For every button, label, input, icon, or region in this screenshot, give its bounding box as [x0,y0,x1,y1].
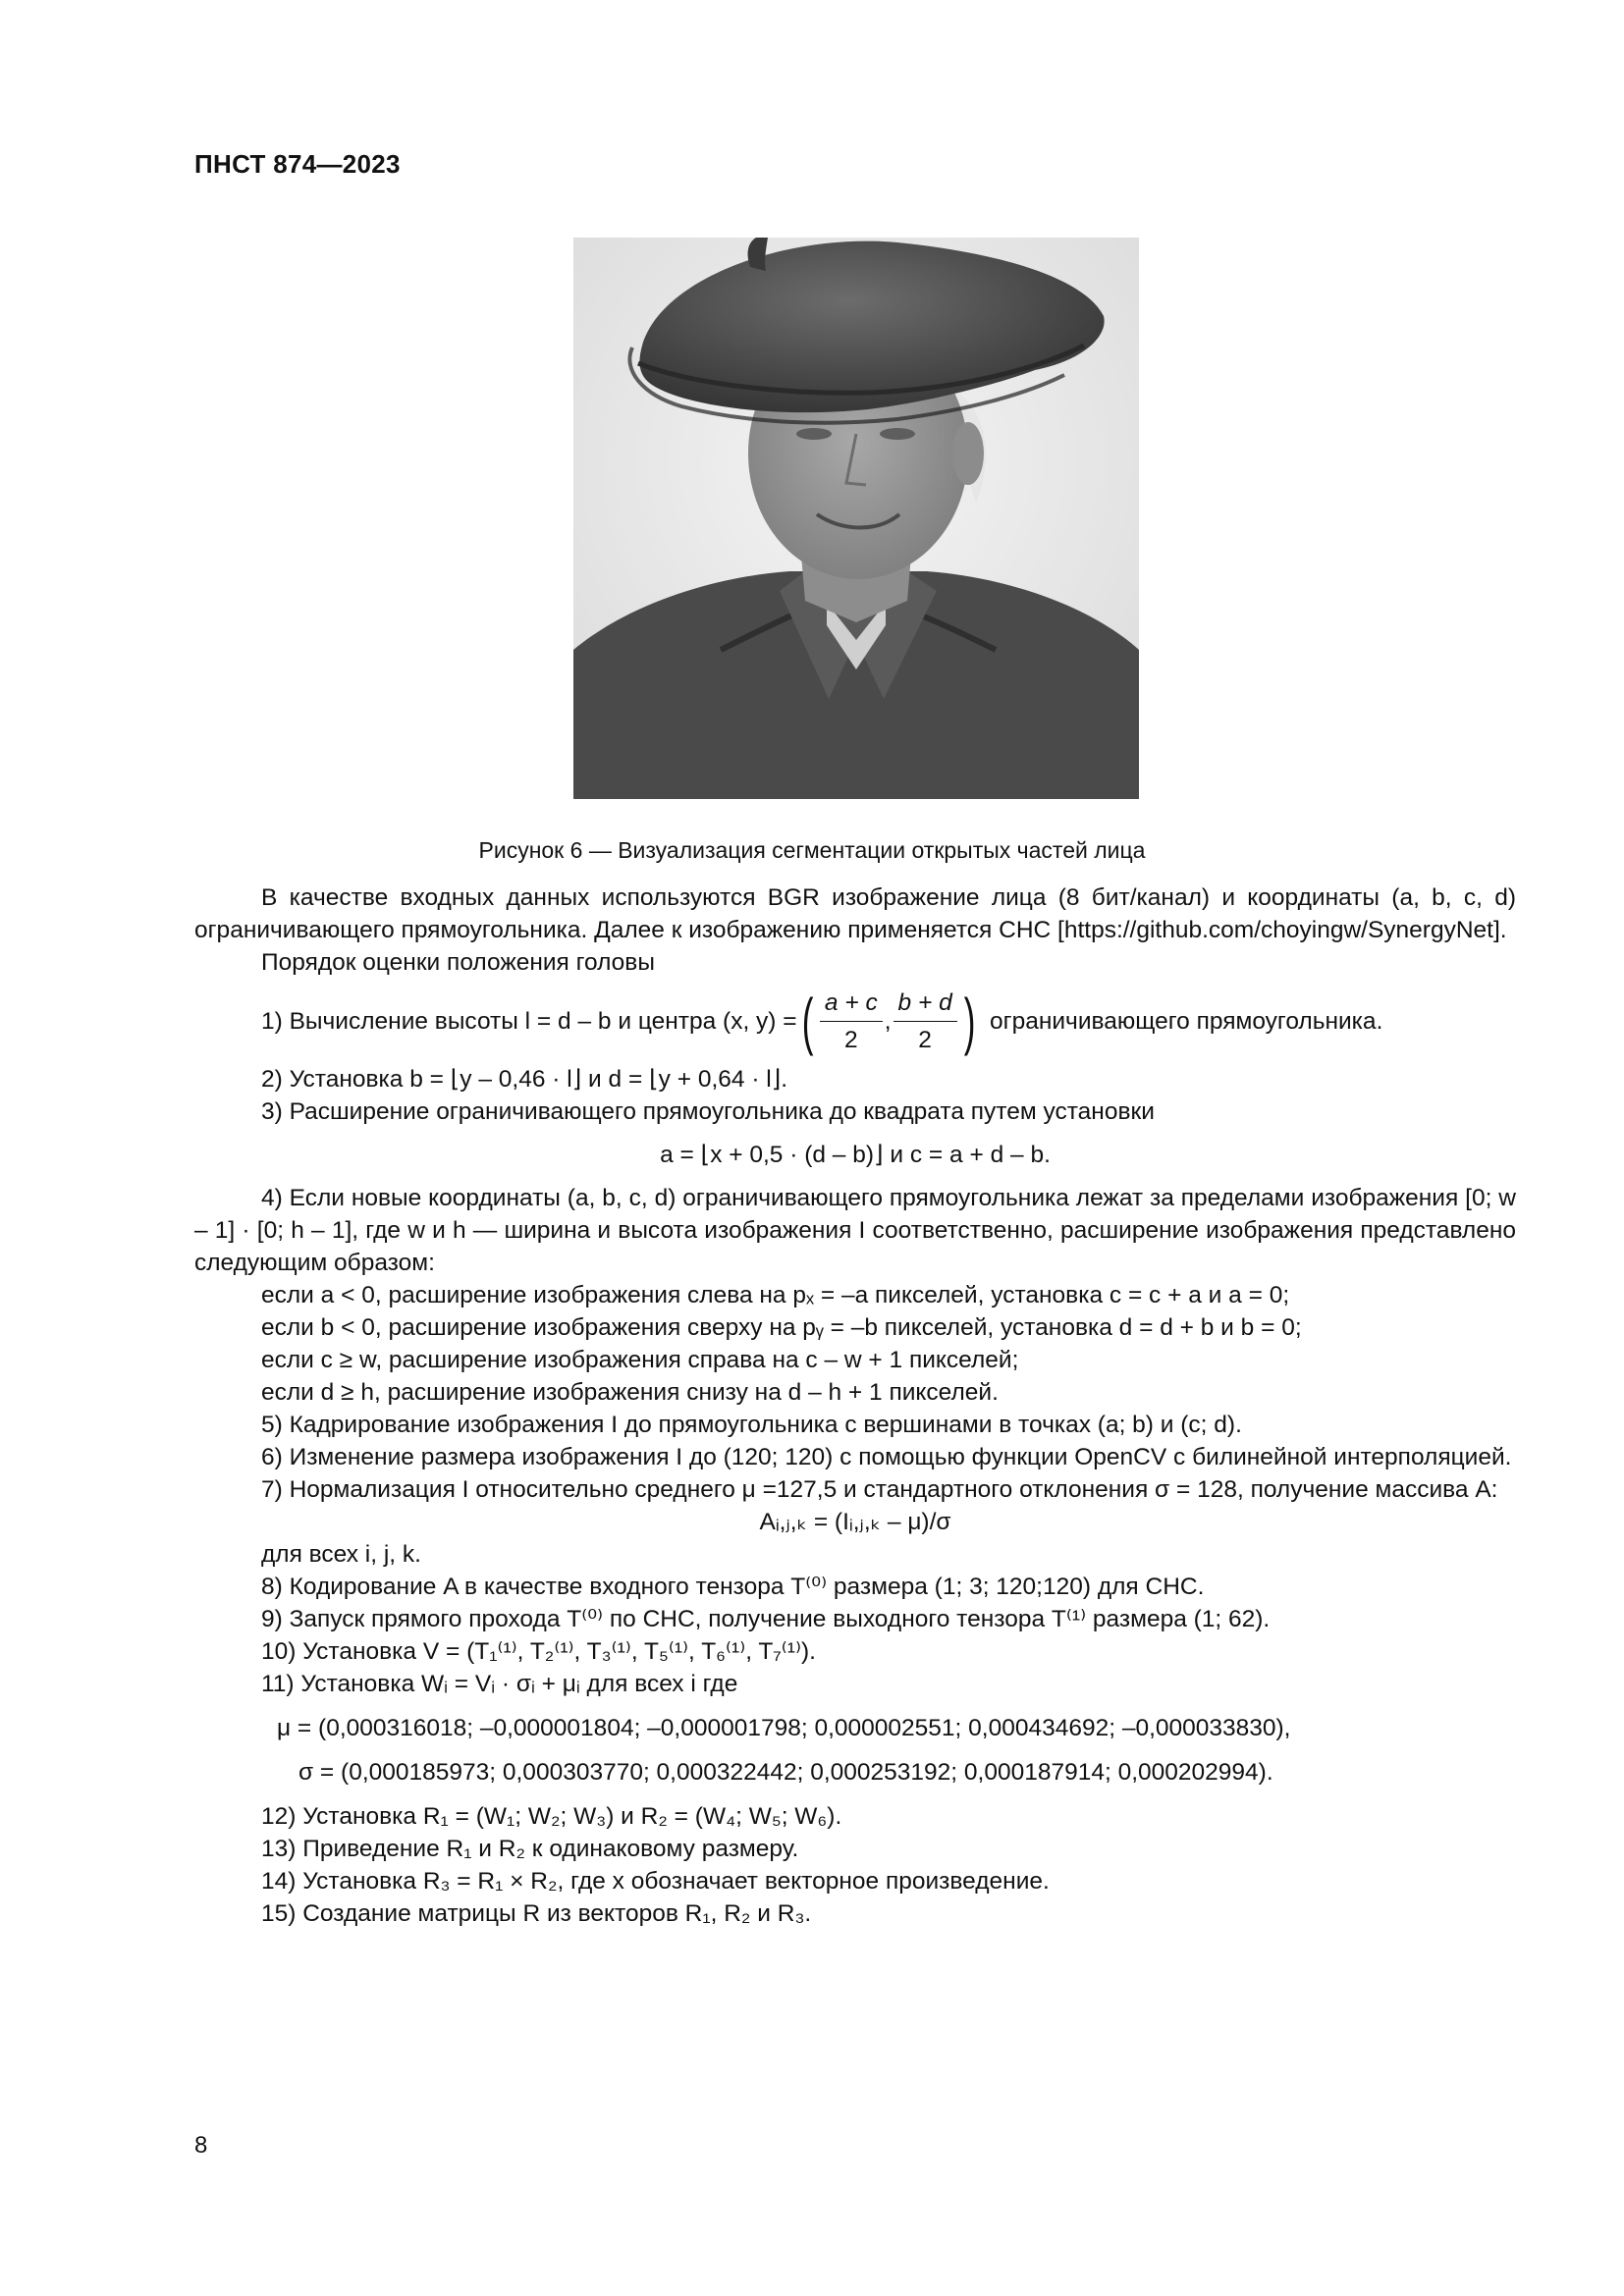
step11: 11) Установка Wᵢ = Vᵢ · σᵢ + μᵢ для всех i где [261,1671,738,1697]
step7: 7) Нормализация I относительно среднего μ =127,5 и стандартного отклонения σ = 128, получение массива A: [261,1476,1498,1503]
step1-suffix: ограничивающего прямоугольника. [990,1007,1383,1035]
step13: 13) Приведение R₁ и R₂ к одинаковому размеру. [261,1836,799,1862]
step9: 9) Запуск прямого прохода T⁽⁰⁾ по СНС, получение выходного тензора T⁽¹⁾ размера (1; 62). [261,1606,1271,1632]
step4-case1: если a < 0, расширение изображения слева на pₓ = –a пикселей, установка c = c + a и a = 0; [261,1282,1290,1308]
step12: 12) Установка R₁ = (W₁; W₂; W₃) и R₂ = (W₄; W₅; W₆). [261,1803,842,1830]
intro-paragraph: В качестве входных данных используются BGR изображение лица (8 бит/канал) и координаты (a, b, c, d) ограничивающего прямоугольника. Далее к изображению применяется СНС [https://github.com/choyingw/SynergyNet]. [194,884,1516,943]
document-code: ПНСТ 874—2023 [194,149,401,179]
mu-vector: μ = (0,000316018; –0,000001804; –0,000001798; 0,000002551; 0,000434692; –0,000033830), [277,1715,1291,1741]
fraction-b-plus-d: $\frac{b + d}{2}$ [893,987,957,1056]
body-text [194,881,1516,1930]
step4-case4: если d ≥ h, расширение изображения снизу на d – h + 1 пикселей. [261,1379,999,1406]
sigma-vector: σ = (0,000185973; 0,000303770; 0,000322442; 0,000253192; 0,000187914; 0,000202994). [298,1759,1273,1786]
step7-tail: для всех i, j, k. [261,1541,421,1568]
step1-prefix: 1) Вычисление высоты l = d – b и центра (x, y) = [261,1007,797,1035]
step5: 5) Кадрирование изображения I до прямоугольника с вершинами в точках (a; b) и (c; d). [261,1412,1242,1438]
figure-face-segmentation [573,238,1139,799]
step4-case3: если c ≥ w, расширение изображения справа на c – w + 1 пикселей; [261,1347,1019,1373]
step4: 4) Если новые координаты (a, b, c, d) ограничивающего прямоугольника лежат за пределами изображения [0; w – 1] · [0; h – 1], где w и h — ширина и высота изображения I соответственно, расширение изображения представлено следующим образом: [194,1185,1516,1276]
step10: 10) Установка V = (T₁⁽¹⁾, T₂⁽¹⁾, T₃⁽¹⁾, T₅⁽¹⁾, T₆⁽¹⁾, T₇⁽¹⁾). [261,1638,816,1665]
fraction-a-plus-c: $\frac{a + c}{2}$ [820,987,883,1056]
procedure-title: Порядок оценки положения головы [261,949,655,976]
page-number: 8 [194,2132,208,2159]
step14: 14) Установка R₃ = R₁ × R₂, где x обозначает векторное произведение. [261,1868,1050,1895]
step3-formula: a = ⌊x + 0,5 · (d – b)⌋ и c = a + d – b. [660,1142,1051,1168]
step1-formula-line: 1) Вычисление высоты l = d – b и центра (x, y) = ( $\frac{a + c}{2}$ , $\frac{b + d}{2}$ ) ограничивающего прямоугольника. [261,986,1383,1056]
face-photo-illustration [573,238,1139,799]
step8: 8) Кодирование A в качестве входного тензора T⁽⁰⁾ размера (1; 3; 120;120) для СНС. [261,1574,1205,1600]
step4-case2: если b < 0, расширение изображения сверху на pᵧ = –b пикселей, установка d = d + b и b = 0; [261,1314,1302,1341]
step3: 3) Расширение ограничивающего прямоугольника до квадрата путем установки [261,1098,1155,1125]
step6: 6) Изменение размера изображения I до (120; 120) с помощью функции OpenCV с билинейной интерполяцией. [261,1444,1512,1470]
step15: 15) Создание матрицы R из векторов R₁, R₂ и R₃. [261,1900,812,1927]
step2: 2) Установка b = ⌊y – 0,46 · l⌋ и d = ⌊y + 0,64 · l⌋. [261,1066,788,1093]
step7-formula: Aᵢ,ⱼ,ₖ = (Iᵢ,ⱼ,ₖ – μ)/σ [759,1509,951,1535]
figure-caption: Рисунок 6 — Визуализация сегментации открытых частей лица [478,837,1146,863]
